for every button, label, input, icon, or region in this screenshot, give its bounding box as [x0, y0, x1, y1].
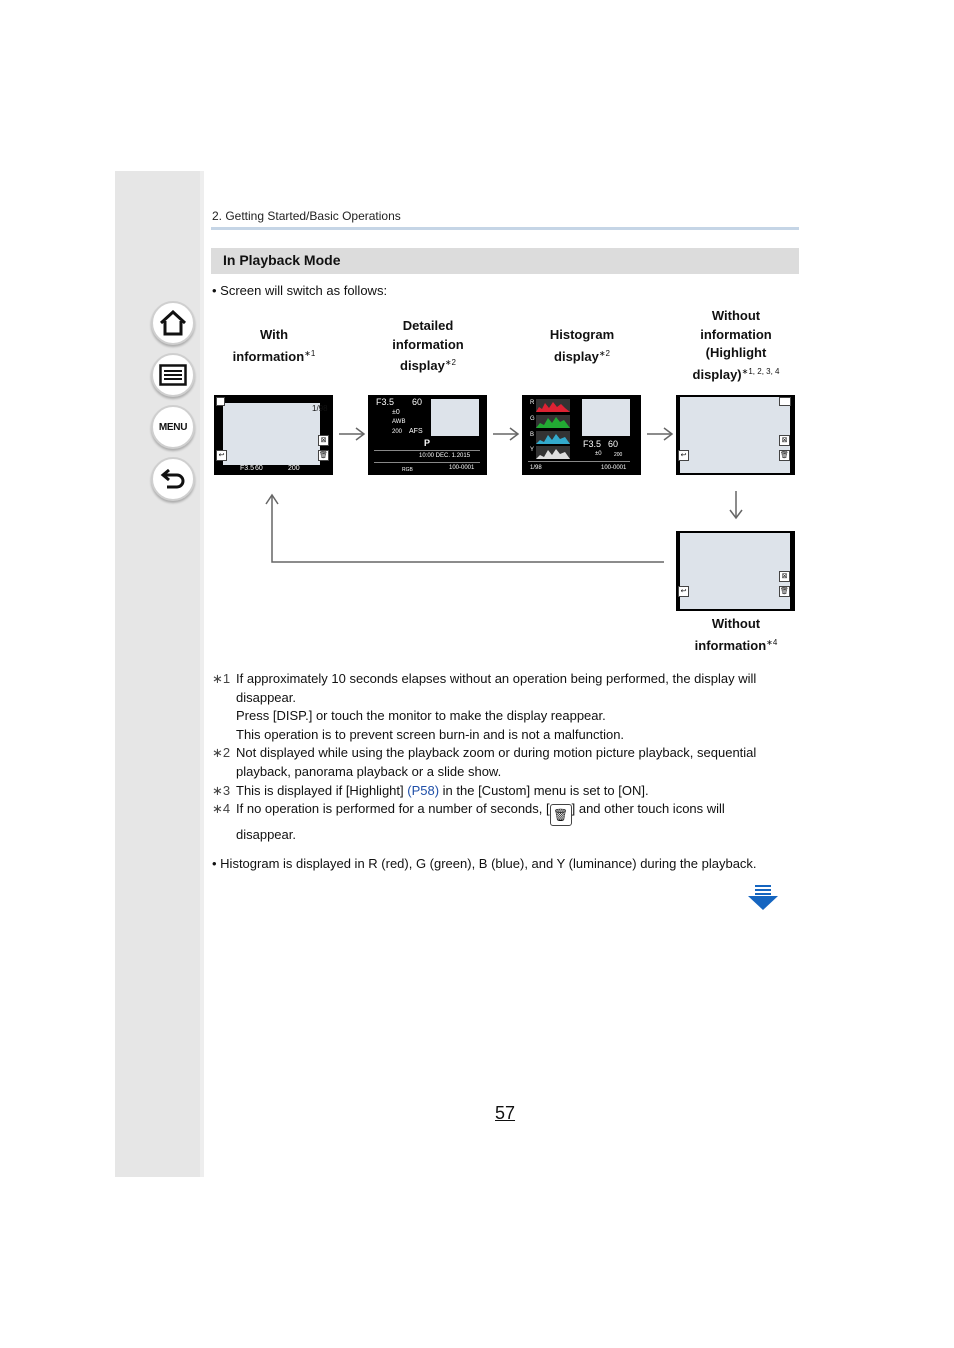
label-line [378, 354, 478, 376]
label-text: display) [692, 366, 742, 382]
trash-icon[interactable]: 🗑 [780, 588, 789, 595]
footnote-mark: ∗1 [212, 671, 231, 686]
frame-counter: 1/98 [312, 404, 328, 413]
screen-histogram [522, 395, 641, 475]
shutter-value: 60 [412, 397, 423, 407]
footnote-mark: ∗4 [212, 801, 231, 817]
divider [528, 461, 630, 462]
label-line: Detailed [402, 318, 454, 333]
header-rule [211, 227, 799, 230]
divider [374, 450, 480, 451]
label-line: Without [711, 616, 761, 631]
home-icon [159, 310, 187, 336]
footnote-text-part: in the [Custom] menu is set to [ON]. [439, 782, 649, 798]
intro-text: • Screen will switch as follows: [212, 283, 388, 298]
footnote-2 [212, 744, 802, 781]
file-number: 100-0001 [601, 465, 627, 471]
footnote-text [236, 782, 802, 801]
image-area [223, 403, 320, 465]
label-line [532, 345, 632, 367]
footnote-mark: ∗2 [212, 745, 231, 761]
playback-icon [216, 397, 225, 406]
aperture-value: F3.5 [583, 439, 602, 449]
label-line: (Highlight [705, 345, 767, 360]
shutter-value: 60 [608, 439, 619, 449]
label-line: information [392, 336, 464, 352]
arrow-down-icon [726, 490, 746, 520]
label-with-information [224, 326, 324, 366]
channel-label-r: R [530, 400, 535, 406]
label-text: display [400, 358, 445, 373]
footnote-1 [212, 670, 802, 744]
ev-value: ±0 [595, 451, 602, 457]
footnote-text [236, 800, 802, 826]
footnote-text: This operation is to prevent screen burn-in and is not a malfunction. [236, 726, 625, 742]
return-icon[interactable]: ↩ [216, 450, 227, 461]
label-histogram [532, 326, 632, 366]
footnote-text: playback, panorama playback or a slide show. [236, 763, 502, 779]
menu-button[interactable] [151, 405, 195, 449]
frame-counter: 1/98 [530, 465, 542, 471]
footnote-text-part: This is displayed if [Highlight] [236, 782, 408, 798]
iso-value: 200 [614, 452, 623, 458]
label-line [224, 345, 324, 367]
return-icon[interactable]: ↩ [678, 450, 689, 461]
channel-label-b: B [530, 432, 535, 438]
label-line: Histogram [549, 327, 615, 342]
footnote-text: disappear. [236, 689, 296, 705]
color-space: RGB [402, 467, 413, 473]
label-text: display [554, 348, 599, 364]
footnote-text-part: If no operation is performed for a number of seconds, [ [236, 801, 550, 817]
histogram-graph [536, 399, 570, 459]
return-icon[interactable]: ↩ [678, 586, 689, 597]
breadcrumb: 2. Getting Started/Basic Operations [212, 209, 401, 223]
footnote-text: Not displayed while using the playback zoom or during motion picture playback, sequential [236, 745, 757, 761]
page-number: 57 [495, 1103, 516, 1123]
footnotes [212, 670, 802, 845]
thumbnail-area [431, 399, 479, 436]
recording-mode: P [424, 438, 431, 448]
ev-value: ±0 [392, 409, 400, 416]
label-highlight-display [676, 307, 796, 384]
trash-icon[interactable]: 🗑 [780, 452, 789, 459]
label-text: information [694, 637, 767, 653]
divider [374, 462, 480, 463]
screen-with-information [214, 395, 333, 475]
label-line [676, 363, 796, 385]
highlight-icon [779, 397, 791, 406]
aperture-value: F3.5 [240, 465, 255, 472]
footnote-text: If approximately 10 seconds elapses without an operation being performed, the display will [236, 671, 757, 686]
footnote-text-part: ] and other touch icons will [571, 801, 725, 817]
label-without-information [676, 615, 796, 655]
arrow-right-icon [338, 424, 366, 444]
trash-icon[interactable]: 🗑 [319, 452, 328, 459]
menu-label: MENU [158, 421, 188, 433]
sidebar-edge [200, 171, 204, 1177]
iso-value: 200 [392, 429, 403, 435]
zoom-icon[interactable]: ⊠ [318, 435, 329, 446]
image-area [680, 533, 790, 609]
iso-value: 200 [288, 465, 300, 472]
contents-button[interactable] [151, 353, 195, 397]
label-line: With [259, 327, 289, 342]
label-text: information [232, 348, 305, 364]
screen-highlight-display [676, 395, 795, 475]
aperture-value: F3.5 [376, 397, 395, 407]
footnote-ref: ∗1, 2, 3, 4 [741, 366, 780, 376]
footnote-ref: ∗4 [766, 637, 778, 647]
datetime: 10:00 DEC. 1.2015 [419, 453, 471, 459]
list-icon [159, 364, 187, 386]
footnote-text: disappear. [236, 827, 296, 843]
section-title: In Playback Mode [223, 252, 341, 268]
back-arrow-icon [159, 466, 187, 492]
footnote-mark: ∗3 [212, 782, 231, 798]
histogram-note: • Histogram is displayed in R (red), G (green), B (blue), and Y (luminance) during the playback. [212, 856, 757, 871]
label-line: Without [711, 308, 761, 323]
footnote-ref: ∗2 [444, 358, 456, 367]
section-bar [211, 248, 799, 274]
zoom-icon[interactable]: ⊠ [779, 435, 790, 446]
zoom-icon[interactable]: ⊠ [779, 571, 790, 582]
wb-value: AWB [392, 419, 406, 425]
focus-mode: AFS [409, 428, 423, 435]
label-line [676, 634, 796, 656]
trash-icon: 🗑 [550, 804, 572, 826]
label-detailed-information [378, 317, 478, 376]
footnote-ref: ∗1 [304, 348, 316, 358]
next-page-arrow-icon[interactable] [747, 884, 779, 912]
channel-label-g: G [530, 416, 535, 422]
label-line: information [700, 326, 772, 342]
back-button[interactable] [151, 457, 195, 501]
thumbnail-area [582, 399, 630, 436]
image-area [680, 397, 790, 473]
footnote-text: Press [DISP.] or touch the monitor to make the display reappear. [236, 708, 606, 724]
footnote-3 [212, 782, 802, 801]
screen-detailed-information [368, 395, 487, 475]
home-button[interactable] [151, 301, 195, 345]
shutter-value: 60 [255, 465, 263, 472]
footnote-4 [212, 800, 802, 845]
footnote-ref: ∗2 [598, 348, 610, 358]
screen-without-information [676, 531, 795, 611]
arrow-return-icon [262, 490, 668, 566]
arrow-right-icon [492, 424, 520, 444]
channel-label-y: Y [530, 447, 535, 453]
arrow-right-icon [646, 424, 674, 444]
page-link-p58[interactable]: (P58) [407, 782, 440, 798]
file-number: 100-0001 [449, 465, 475, 471]
